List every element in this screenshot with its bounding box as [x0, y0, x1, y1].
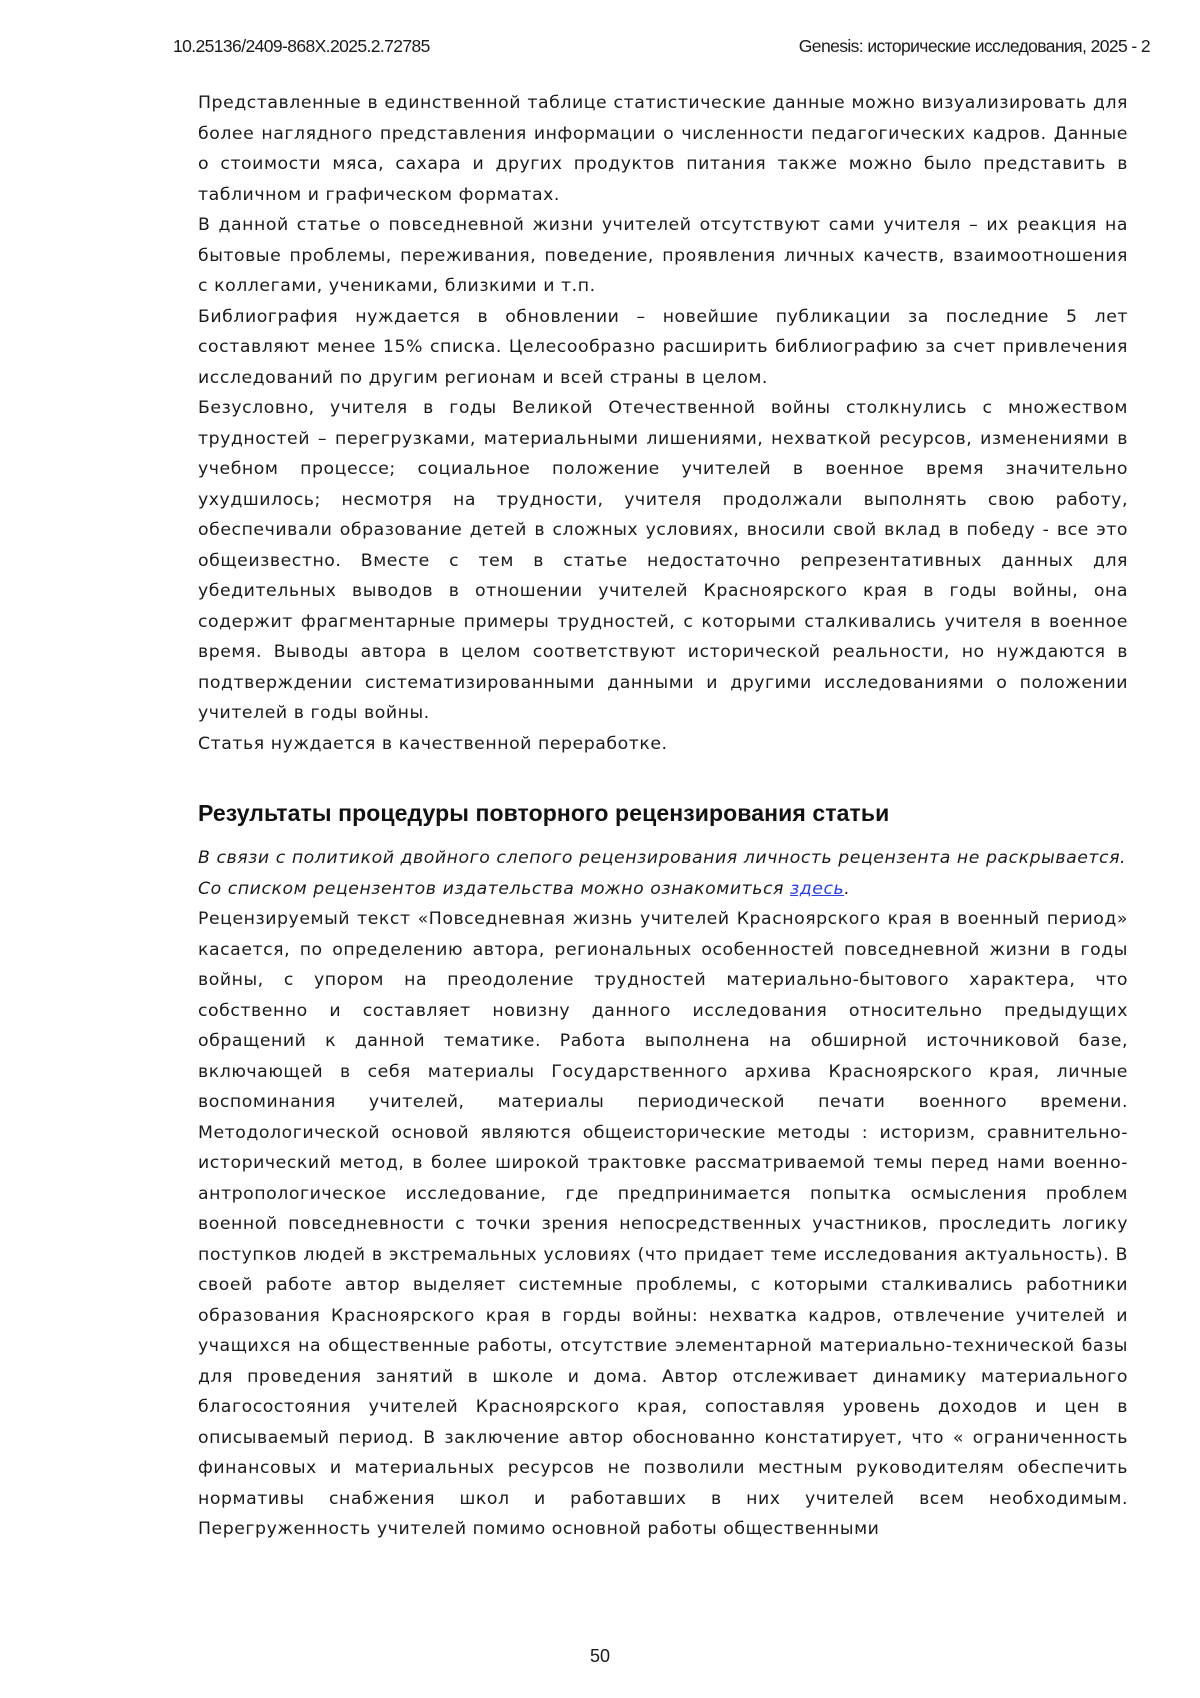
reviewers-link[interactable]: здесь: [790, 878, 845, 899]
page-header: [173, 36, 1150, 62]
paragraph: Библиография нуждается в обновлении – новейшие публикации за последние 5 лет составляют менее 15% списка. Целесообразно расширить библиографию за счет привлечения исследований по другим регионам и всей страны в целом.: [198, 306, 1128, 388]
page-number: 50: [589, 1646, 611, 1666]
notice-prefix: Со списком рецензентов издательства можно ознакомиться: [198, 878, 791, 899]
paragraph: Безусловно, учителя в годы Великой Отечественной войны столкнулись с множеством трудностей – перегрузками, материальными лишениями, нехваткой ресурсов, изменениями в учебном процессе; социальное положение учителей в военное время значительно ухудшилось; несмотря на трудности, учителя продолжали выполнять свою работу, обеспечивали образование детей в сложных условиях, вносили свой вклад в победу - все это общеизвестно. Вместе с тем в статье недостаточно репрезентативных данных для убедительных выводов в отношении учителей Красноярского края в годы войны, она содержит фрагментарные примеры трудностей, с которыми сталкивались учителя в военное время. Выводы автора в целом соответствуют исторической реальности, но нуждаются в подтверждении систематизированными данными и другими исследованиями о положении учителей в годы войны.: [198, 398, 1128, 723]
journal-title: Genesis: исторические исследования, 2025 - 2: [798, 36, 1150, 56]
notice-suffix: .: [844, 878, 851, 899]
section-heading: Результаты процедуры повторного рецензирования статьи: [198, 800, 890, 826]
paragraph: Статья нуждается в качественной переработке.: [198, 733, 668, 754]
paragraph: В данной статье о повседневной жизни учителей отсутствуют сами учителя – их реакция на бытовые проблемы, переживания, поведение, проявления личных качеств, взаимоотношения с коллегами, учениками, близкими и т.п.: [198, 215, 1128, 296]
review-notice: [198, 843, 1128, 904]
article-body: [198, 88, 1128, 1545]
notice-line: В связи с политикой двойного слепого рецензирования личность рецензента не раскрывается.: [198, 848, 1127, 868]
doi-text: 10.25136/2409-868X.2025.2.72785: [173, 36, 430, 56]
notice-line: [198, 874, 1128, 905]
paragraph: Представленные в единственной таблице статистические данные можно визуализировать для более наглядного представления информации о численности педагогических кадров. Данные о стоимости мяса, сахара и других продуктов питания также можно было представить в табличном и графическом форматах.: [198, 93, 1128, 205]
review-text: Рецензируемый текст «Повседневная жизнь учителей Красноярского края в военный период» касается, по определению автора, региональных особенностей повседневной жизни в годы войны, с упором на преодоление трудностей материально-бытового характера, что собственно и составляет новизну данного исследования относительно предыдущих обращений к данной тематике. Работа выполнена на обширной источниковой базе, включающей в себя материалы Государственного архива Красноярского края, личные воспоминания учителей, материалы периодической печати военного времени. Методологической основой являются общеисторические методы : историзм, сравнительно-исторический метод, в более широкой трактовке рассматриваемой темы перед нами военно-антропологическое исследование, где предпринимается попытка осмысления проблем военной повседневности с точки зрения непосредственных участников, проследить логику поступков людей в экстремальных условиях (что придает теме исследования актуальность). В своей работе автор выделяет системные проблемы, с которыми сталкивались работники образования Красноярского края в горды войны: нехватка кадров, отвлечение учителей и учащихся на общественные работы, отсутствие элементарной материально-технической базы для проведения занятий в школе и дома. Автор отслеживает динамику материального благосостояния учителей Красноярского края, сопоставляя уровень доходов и цен в описываемый период. В заключение автор обоснованно констатирует, что « ограниченность финансовых и материальных ресурсов не позволили местным руководителям обеспечить нормативы снабжения школ и работавших в них учителей всем необходимым. Перегруженность учителей помимо основной работы общественными: [198, 909, 1128, 1539]
